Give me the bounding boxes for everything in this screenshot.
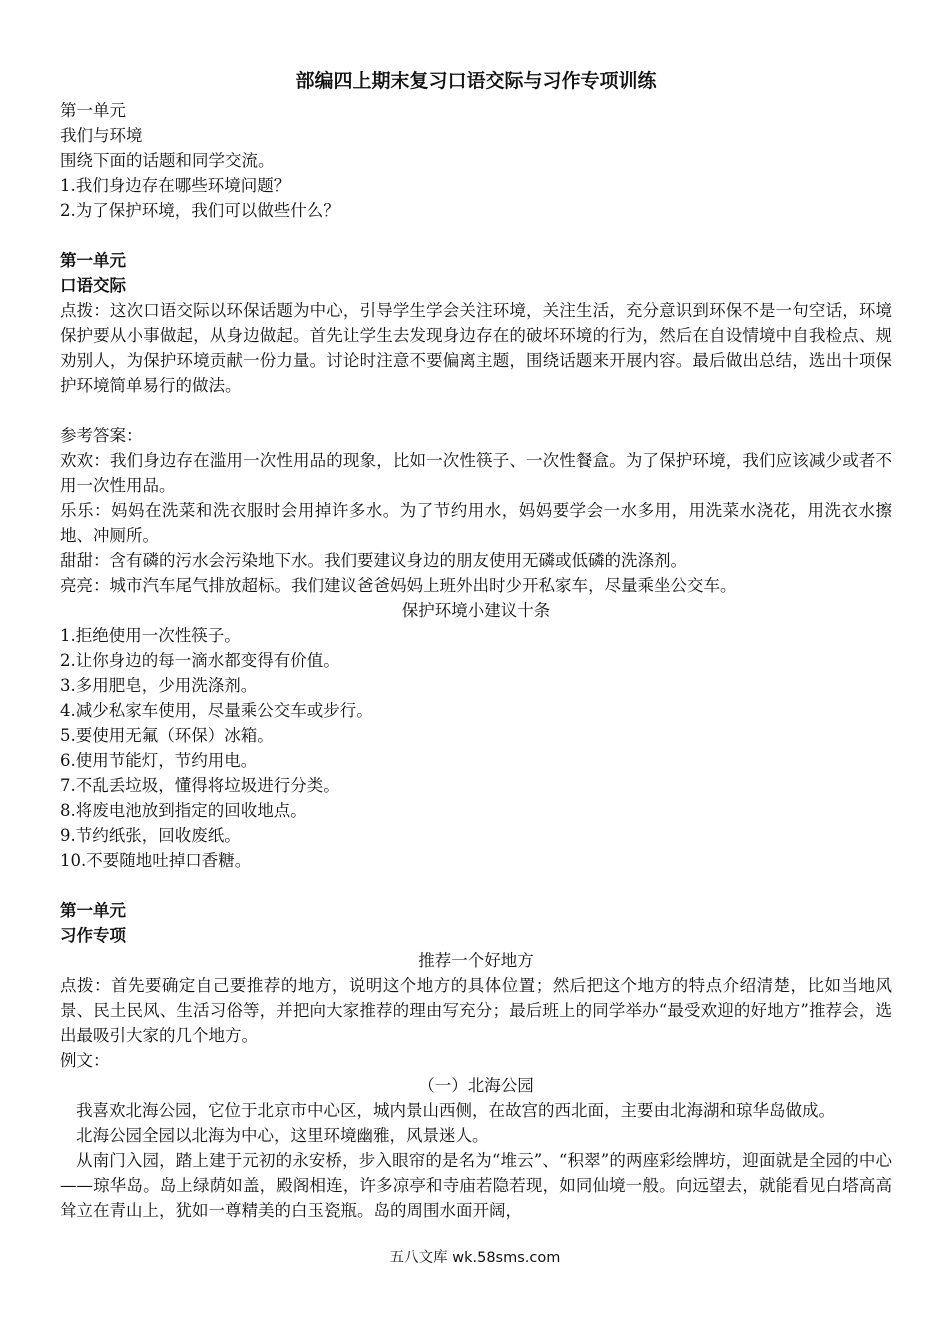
suggestion-list-title: 保护环境小建议十条	[401, 601, 551, 620]
intro-question-2: 2.为了保护环境，我们可以做些什么？	[60, 201, 340, 220]
example-paragraph: 北海公园全园以北海为中心，这里环境幽雅，风景迷人。	[76, 1126, 489, 1145]
suggestion-item: 6.使用节能灯，节约用电。	[60, 751, 258, 770]
intro-question-1: 1.我们身边存在哪些环境问题？	[60, 176, 291, 195]
answer-item: 亮亮：城市汽车尾气排放超标。我们建议爸爸妈妈上班外出时少开私家车，尽量乘坐公交车。	[60, 576, 737, 595]
section2-unit-heading: 第一单元	[60, 901, 126, 920]
example-paragraph: 我喜欢北海公园，它位于北京市中心区，城内景山西侧，在故宫的西北面，主要由北海湖和琼华岛做成。	[76, 1101, 835, 1120]
suggestion-item: 3.多用肥皂，少用洗涤剂。	[60, 676, 258, 695]
spacer	[60, 223, 892, 248]
section2-heading: 习作专项	[60, 926, 126, 945]
intro-topic: 我们与环境	[60, 126, 143, 145]
suggestion-item: 5.要使用无氟（环保）冰箱。	[60, 726, 274, 745]
page-footer: 五八文库 wk.58sms.com	[389, 1250, 561, 1266]
answer-item: 欢欢：我们身边存在滥用一次性用品的现象，比如一次性筷子、一次性餐盒。为了保护环境，我们应该减少或者不用一次性用品。	[60, 451, 892, 495]
suggestion-item: 4.减少私家车使用，尽量乘公交车或步行。	[60, 701, 373, 720]
suggestion-item: 2.让你身边的每一滴水都变得有价值。	[60, 651, 340, 670]
section2-tip: 点拨：首先要确定自己要推荐的地方，说明这个地方的具体位置；然后把这个地方的特点介绍清楚，比如当地风景、民土民风、生活习俗等，并把向大家推荐的理由写充分；最后班上的同学举办“最受欢迎的好地方”推荐会，选出最吸引大家的几个地方。	[60, 976, 892, 1045]
spacer	[60, 873, 892, 898]
suggestion-item: 10.不要随地吐掉口香糖。	[60, 851, 252, 870]
document-content	[60, 66, 892, 1223]
suggestion-item: 9.节约纸张，回收废纸。	[60, 826, 241, 845]
answer-item: 甜甜：含有磷的污水会污染地下水。我们要建议身边的朋友使用无磷或低磷的洗涤剂。	[60, 551, 687, 570]
section1-heading: 口语交际	[60, 276, 126, 295]
example-paragraph: 从南门入园，踏上建于元初的永安桥，步入眼帘的是名为“堆云”、“积翠”的两座彩绘牌坊，迎面就是全园的中心——琼华岛。岛上绿荫如盖，殿阁相连，许多凉亭和寺庙若隐若现，如同仙境一般。向远望去，就能看见白塔高高耸立在青山上，犹如一尊精美的白玉瓷瓶。岛的周围水面开阔，	[60, 1151, 892, 1220]
answer-item: 乐乐：妈妈在洗菜和洗衣服时会用掉许多水。为了节约用水，妈妈要学会一水多用，用洗菜水浇花，用洗衣水擦地、冲厕所。	[60, 501, 892, 545]
spacer	[60, 398, 892, 423]
suggestion-item: 1.拒绝使用一次性筷子。	[60, 626, 241, 645]
suggestion-item: 8.将废电池放到指定的回收地点。	[60, 801, 307, 820]
document-title: 部编四上期末复习口语交际与习作专项训练	[295, 70, 657, 92]
section2-subtitle: 推荐一个好地方	[418, 951, 534, 970]
section1-tip: 点拨：这次口语交际以环保话题为中心，引导学生学会关注环境，关注生活，充分意识到环保不是一句空话，环境保护要从小事做起，从身边做起。首先让学生去发现身边存在的破坏环境的行为，然后在自设情境中自我检点、规劝别人，为保护环境贡献一份力量。讨论时注意不要偏离主题，围绕话题来开展内容。最后做出总结，选出十项保护环境简单易行的做法。	[60, 301, 892, 395]
suggestion-item: 7.不乱丢垃圾，懂得将垃圾进行分类。	[60, 776, 340, 795]
answer-label: 参考答案：	[60, 426, 143, 445]
intro-instruction: 围绕下面的话题和同学交流。	[60, 151, 275, 170]
example-title: （一）北海公园	[418, 1076, 534, 1095]
example-label: 例文：	[60, 1051, 110, 1070]
intro-unit: 第一单元	[60, 101, 126, 120]
section1-unit-heading: 第一单元	[60, 251, 126, 270]
